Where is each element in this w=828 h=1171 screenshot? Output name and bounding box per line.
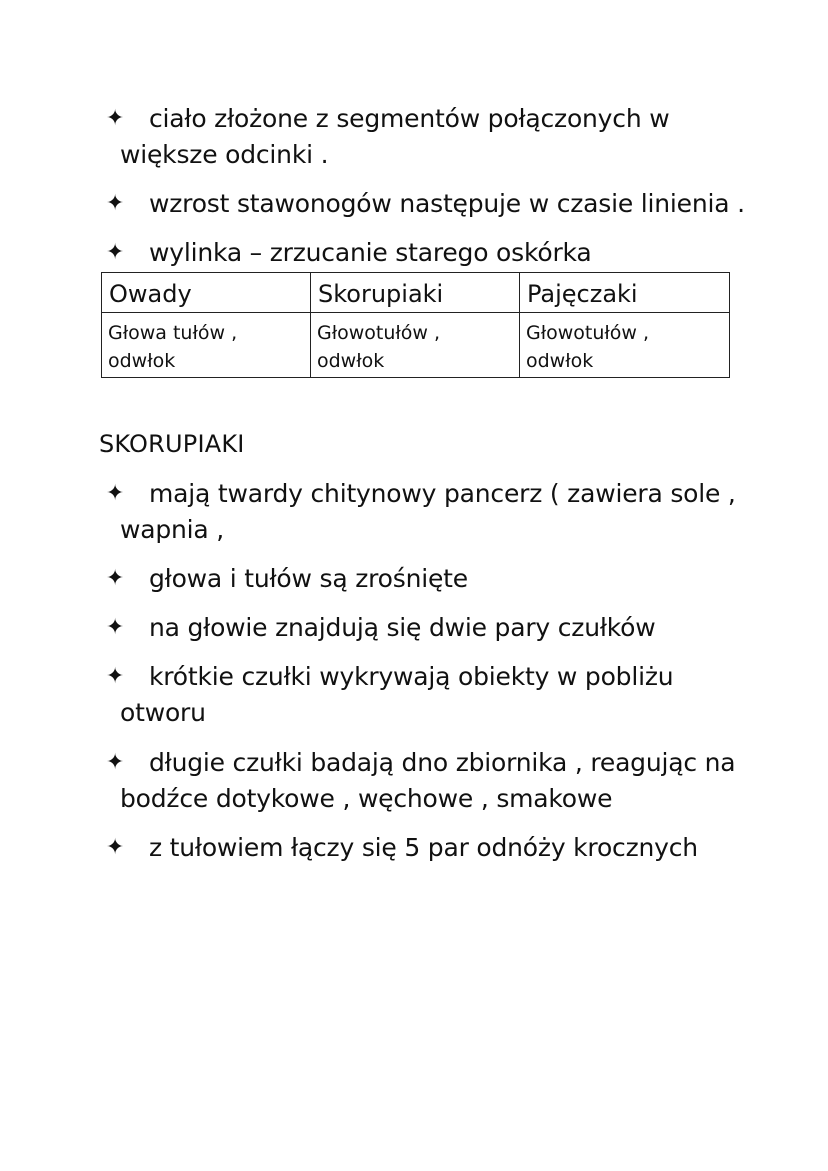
bullet-text: długie czułki badają dno zbiornika , reagując na xyxy=(149,748,736,777)
table-row xyxy=(102,313,730,378)
section-bullet-1 xyxy=(103,476,743,548)
body-parts-table xyxy=(101,272,730,378)
table-header-skorupiaki: Skorupiaki xyxy=(311,273,520,313)
section-bullet-6 xyxy=(103,830,743,866)
bullet-text: głowa i tułów są zrośnięte xyxy=(149,564,468,593)
cell-text-continued: odwłok xyxy=(526,350,594,372)
bullet-star-icon: ✦ xyxy=(105,615,125,640)
bullet-text: z tułowiem łączy się 5 par odnóży krocznych xyxy=(149,833,698,862)
bullet-text-continued: większe odcinki . xyxy=(120,140,329,169)
intro-bullet-3 xyxy=(103,235,743,271)
bullet-text: mają twardy chitynowy pancerz ( zawiera sole , xyxy=(149,479,736,508)
section-bullet-2 xyxy=(103,561,743,597)
section-bullet-5 xyxy=(103,745,743,817)
intro-bullet-2 xyxy=(103,186,743,222)
table-header-pajeczaki: Pajęczaki xyxy=(520,273,730,313)
bullet-star-icon: ✦ xyxy=(105,664,125,689)
bullet-text: ciało złożone z segmentów połączonych w xyxy=(149,104,670,133)
bullet-star-icon: ✦ xyxy=(105,750,125,775)
bullet-star-icon: ✦ xyxy=(105,481,125,506)
bullet-star-icon: ✦ xyxy=(105,191,125,216)
bullet-text-continued: otworu xyxy=(120,698,206,727)
bullet-text: wzrost stawonogów następuje w czasie linienia . xyxy=(149,189,745,218)
bullet-text: na głowie znajdują się dwie pary czułków xyxy=(149,613,656,642)
table-header-owady: Owady xyxy=(102,273,311,313)
table-cell-skorupiaki xyxy=(311,313,520,378)
section-bullet-4 xyxy=(103,659,743,731)
table-cell-owady xyxy=(102,313,311,378)
cell-text: Głowa tułów , xyxy=(108,322,238,344)
bullet-text-continued: wapnia , xyxy=(120,515,225,544)
cell-text: Głowotułów , xyxy=(526,322,650,344)
section-heading: SKORUPIAKI xyxy=(99,430,245,458)
intro-bullet-1 xyxy=(103,101,743,173)
section-bullet-3 xyxy=(103,610,743,646)
cell-text: Głowotułów , xyxy=(317,322,441,344)
bullet-star-icon: ✦ xyxy=(105,240,125,265)
bullet-star-icon: ✦ xyxy=(105,566,125,591)
bullet-star-icon: ✦ xyxy=(105,106,125,131)
bullet-text-continued: bodźce dotykowe , węchowe , smakowe xyxy=(120,784,613,813)
cell-text-continued: odwłok xyxy=(317,350,385,372)
table-cell-pajeczaki xyxy=(520,313,730,378)
bullet-text: wylinka – zrzucanie starego oskórka xyxy=(149,238,592,267)
bullet-text: krótkie czułki wykrywają obiekty w pobliżu xyxy=(149,662,674,691)
bullet-star-icon: ✦ xyxy=(105,835,125,860)
cell-text-continued: odwłok xyxy=(108,350,176,372)
table-header-row xyxy=(102,273,730,313)
